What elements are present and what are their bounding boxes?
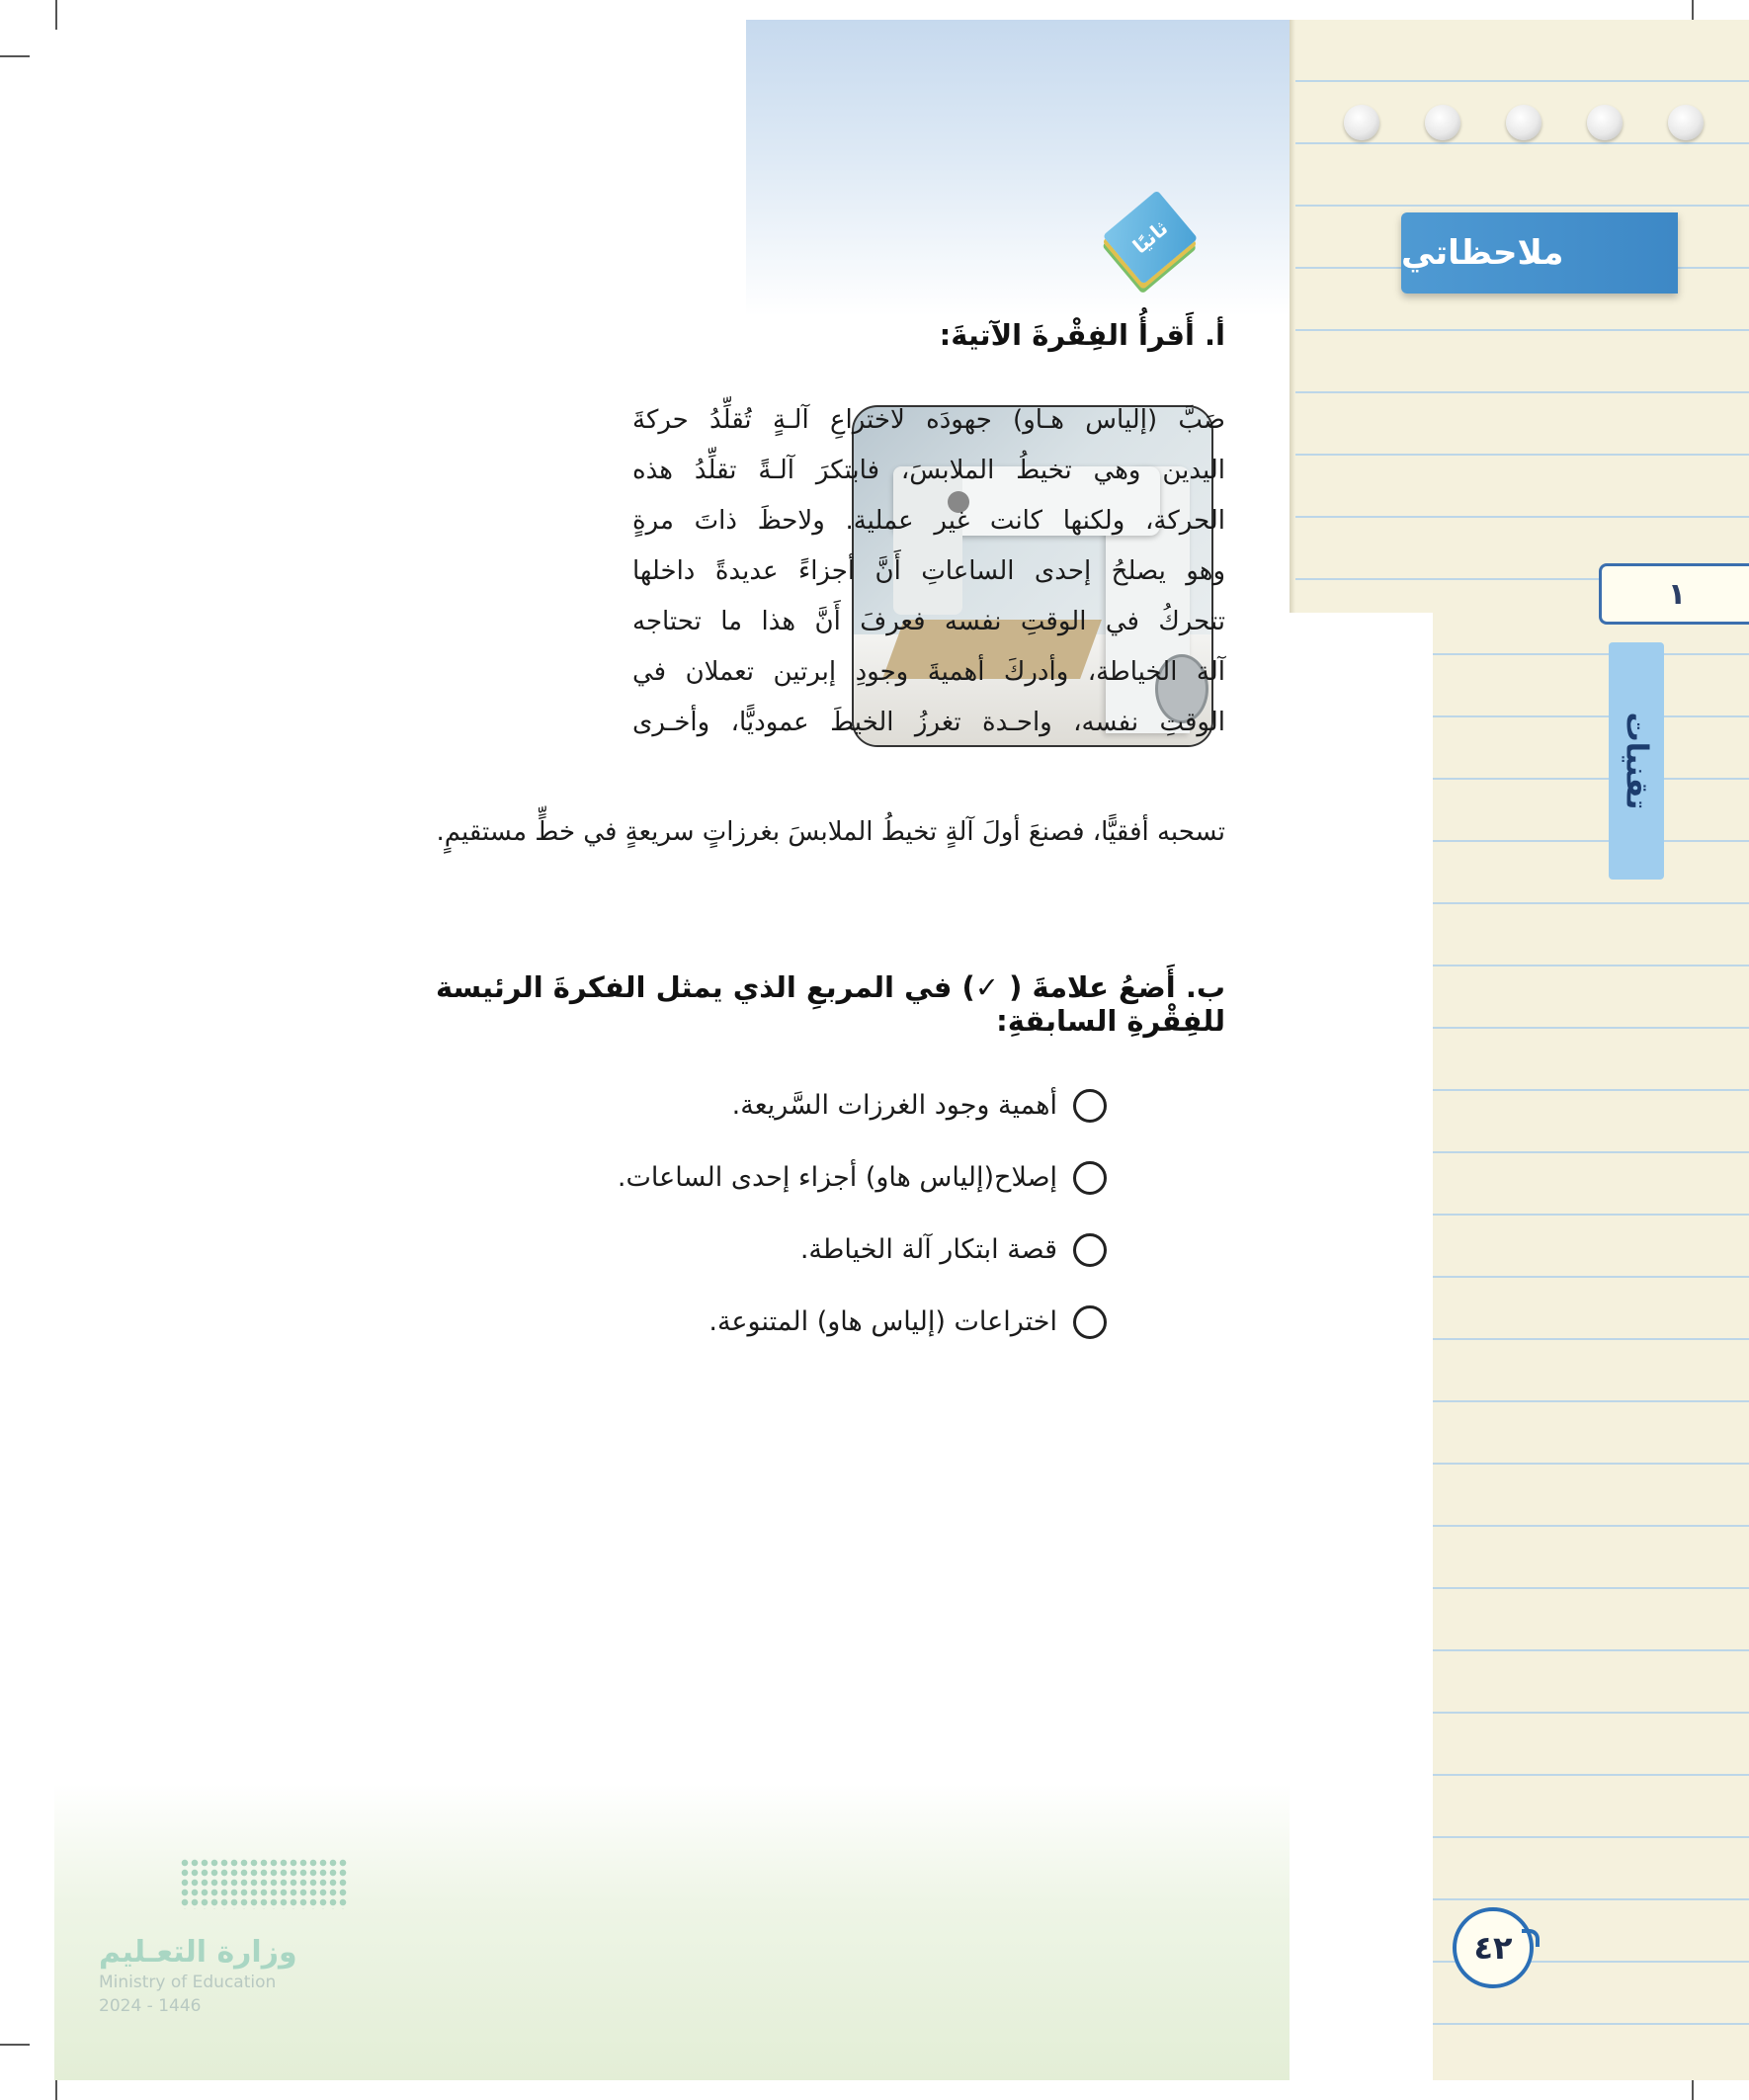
page-number: ٤٢ <box>1453 1907 1534 1988</box>
option-item[interactable] <box>316 1141 1107 1214</box>
paragraph-line: آلة الخياطة، وأدركَ أهميةَ وجودِ إبرتين تعملان في <box>632 657 1225 687</box>
options-list <box>316 1069 1107 1358</box>
notes-label: ملاحظاتي <box>1401 212 1678 294</box>
ministry-logo-icon <box>180 1858 348 1909</box>
radio-circle[interactable] <box>1073 1089 1107 1123</box>
radio-circle[interactable] <box>1073 1233 1107 1267</box>
part-a-heading: أ. أَقرأُ الفِقْرةَ الآتيةَ: <box>939 318 1225 352</box>
paragraph-line: تتحركُ في الوقتِ نفسه فعرفَ أَنَّ هذا ما تحتاجه <box>632 607 1225 636</box>
crop-mark <box>0 2044 30 2046</box>
paragraph-last-line: تسحبه أفقيًّا، فصنعَ أولَ آلةٍ تخيطُ الملابسَ بغرزاتٍ سريعةٍ في خطٍّ مستقيمٍ. <box>436 817 1225 847</box>
option-label: إصلاح(إلياس هاو) أجزاء إحدى الساعات. <box>617 1162 1057 1193</box>
notes-column-lower <box>1433 593 1749 2080</box>
binder-hole <box>1587 105 1623 140</box>
section-tag: ثانيًا <box>1103 190 1198 284</box>
option-label: قصة ابتكار آلة الخياطة. <box>799 1234 1057 1265</box>
option-label: اختراعات (إلياس هاو) المتنوعة. <box>708 1306 1057 1337</box>
option-item[interactable] <box>316 1286 1107 1358</box>
footer-band <box>54 1784 1290 2080</box>
crop-mark <box>55 0 57 30</box>
unit-number: ١ <box>1599 563 1749 625</box>
binder-hole <box>1668 105 1704 140</box>
header-gradient <box>746 20 1290 316</box>
option-item[interactable] <box>316 1069 1107 1141</box>
binder-hole <box>1425 105 1460 140</box>
unit-tab <box>1609 642 1664 880</box>
paragraph-line: الحركة، ولكنها كانت غير عملية. ولاحظَ ذاتَ مرةٍ <box>632 506 1225 536</box>
paragraph-line: وهو يصلحُ إحدى الساعاتِ أَنَّ أجزاءً عديدةً داخلها <box>632 556 1225 586</box>
paragraph-line: صَبَّ (إلياس هـاو) جهودَه لاختراعِ آلـةٍ تُقلِّدُ حركةَ <box>632 405 1225 435</box>
notes-edge <box>1290 20 1295 613</box>
unit-tab-label: تقنيات <box>1619 712 1654 810</box>
paragraph-line: اليدين وهي تخيطُ الملابسَ، فابتكرَ آلـةً تقلِّدُ هذه <box>632 456 1225 485</box>
binder-hole <box>1344 105 1379 140</box>
ministry-name-arabic: وزارة التعـليم <box>99 1935 297 1970</box>
binder-hole <box>1506 105 1541 140</box>
radio-circle[interactable] <box>1073 1305 1107 1339</box>
paragraph <box>632 395 1225 748</box>
option-label: أهمية وجود الغرزات السَّريعة. <box>731 1090 1057 1121</box>
paragraph-line: الوقتِ نفسه، واحـدة تغرزُ الخيطَ عموديًّا، وأخـرى <box>632 708 1225 737</box>
ministry-name-english: Ministry of Education <box>99 1973 277 1992</box>
radio-circle[interactable] <box>1073 1161 1107 1195</box>
part-b-heading: ب. أَضعُ علامةَ ( ✓) في المربعِ الذي يمثل الفكرةَ الرئيسة للفِقْرةِ السابقةِ: <box>435 970 1225 1038</box>
crop-mark <box>0 55 30 57</box>
ministry-year: 2024 - 1446 <box>99 1996 202 2016</box>
option-item[interactable] <box>316 1214 1107 1286</box>
